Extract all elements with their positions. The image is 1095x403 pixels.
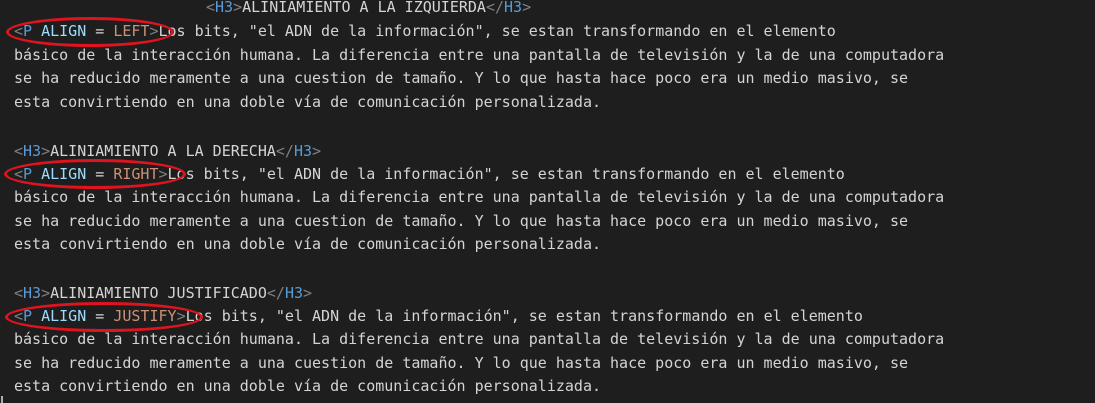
paragraph-line: <P ALIGN = RIGHT>Los bits, "el ADN de la información", se estan transformando en el elemento — [14, 165, 845, 183]
align-attribute: ALIGN — [41, 22, 87, 40]
align-attribute: ALIGN — [41, 165, 87, 183]
heading-open-tag: H3 — [23, 142, 42, 160]
p-tag: P — [23, 307, 33, 325]
heading-close-tag: H3 — [504, 0, 523, 16]
heading-line: <H3>ALINIAMIENTO A LA DERECHA</H3> — [14, 142, 322, 160]
heading-text: ALINIAMIENTO JUSTIFICADO — [50, 284, 267, 302]
paragraph-line: se ha reducido meramente a una cuestion de tamaño. Y lo que hasta hace poco era un medio masivo, se — [14, 212, 909, 230]
paragraph-text: Los bits, "el ADN de la información", se estan transformando en el elemento — [167, 165, 845, 183]
paragraph-line: básico de la interacción humana. La diferencia entre una pantalla de televisión y la de una computadora — [14, 46, 945, 64]
p-tag: P — [23, 165, 33, 183]
paragraph-line: básico de la interacción humana. La diferencia entre una pantalla de televisión y la de una computadora — [14, 330, 945, 348]
highlight-ellipse-justify — [5, 302, 203, 332]
paragraph-text: Los bits, "el ADN de la información", se estan transformando en el elemento — [185, 307, 863, 325]
align-value: RIGHT — [113, 165, 159, 183]
align-attribute: ALIGN — [41, 307, 87, 325]
paragraph-line: se ha reducido meramente a una cuestion de tamaño. Y lo que hasta hace poco era un medio masivo, se — [14, 354, 909, 372]
paragraph-line: <P ALIGN = JUSTIFY>Los bits, "el ADN de la información", se estan transformando en el elemento — [14, 307, 863, 325]
paragraph-line: esta convirtiendo en una doble vía de comunicación personalizada. — [14, 377, 601, 395]
paragraph-text: Los bits, "el ADN de la información", se estan transformando en el elemento — [158, 22, 836, 40]
paragraph-line: se ha reducido meramente a una cuestion de tamaño. Y lo que hasta hace poco era un medio masivo, se — [14, 69, 909, 87]
align-value: LEFT — [113, 22, 150, 40]
heading-line: <H3>ALINIAMIENTO JUSTIFICADO</H3> — [14, 284, 313, 302]
p-tag: P — [23, 22, 33, 40]
paragraph-line: <P ALIGN = LEFT>Los bits, "el ADN de la información", se estan transformando en el elemento — [14, 22, 836, 40]
text-cursor — [1, 396, 3, 403]
paragraph-line: esta convirtiendo en una doble vía de comunicación personalizada. — [14, 93, 601, 111]
highlight-ellipse-right — [4, 159, 186, 189]
heading-text: ALINIAMIENTO A LA DERECHA — [50, 142, 276, 160]
heading-close-tag: H3 — [293, 142, 313, 160]
heading-open-tag: H3 — [215, 0, 234, 16]
paragraph-line: esta convirtiendo en una doble vía de comunicación personalizada. — [14, 235, 601, 253]
heading-line: <H3>ALINIAMIENTO A LA IZQUIERDA</H3> — [206, 0, 532, 16]
highlight-ellipse-left — [6, 17, 174, 47]
heading-text: ALINIAMIENTO A LA IZQUIERDA — [242, 0, 486, 16]
align-value: JUSTIFY — [113, 307, 177, 325]
heading-open-tag: H3 — [23, 284, 42, 302]
paragraph-line: básico de la interacción humana. La diferencia entre una pantalla de televisión y la de una computadora — [14, 188, 945, 206]
heading-close-tag: H3 — [284, 284, 303, 302]
